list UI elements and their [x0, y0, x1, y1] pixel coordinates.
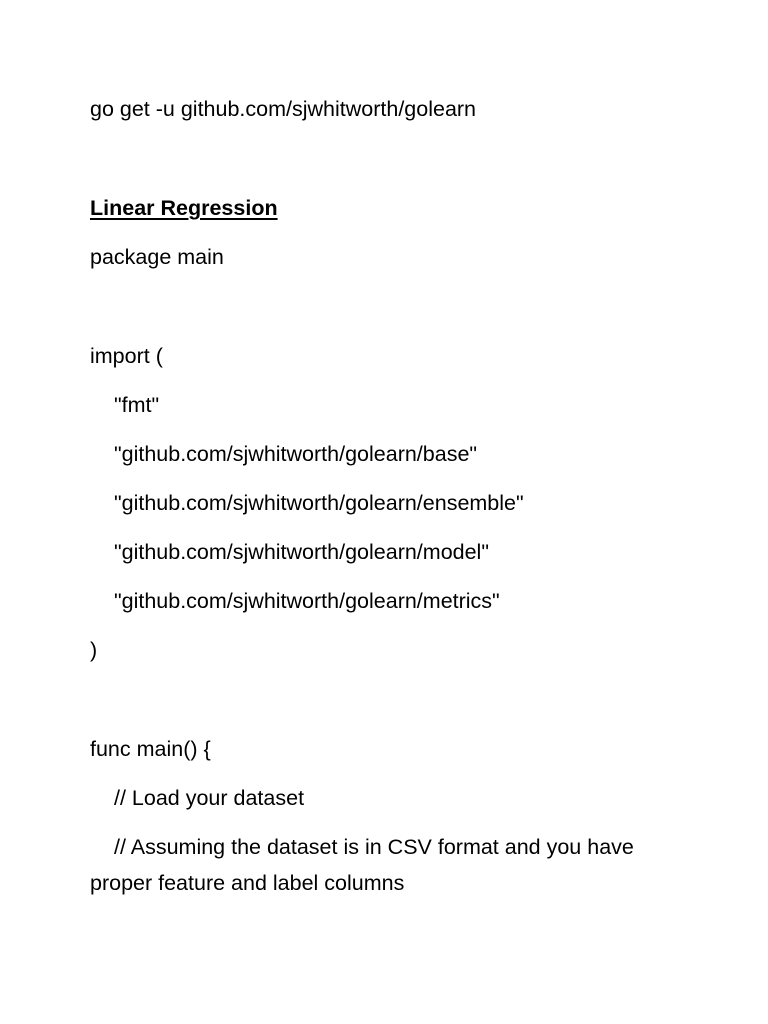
code-import-line: "github.com/sjwhitworth/golearn/base"	[114, 442, 478, 466]
code-func-open: func main() {	[90, 737, 211, 761]
code-import-open: import (	[90, 344, 163, 368]
section-heading: Linear Regression	[90, 196, 278, 220]
install-command-text: go get -u github.com/sjwhitworth/golearn	[90, 97, 477, 121]
code-comment-assume-line1: // Assuming the dataset is in CSV format and you have	[114, 835, 634, 859]
code-comment-assume-line2: proper feature and label columns	[90, 871, 405, 895]
code-import-line: "github.com/sjwhitworth/golearn/ensemble"	[114, 491, 524, 515]
code-package-line: package main	[90, 245, 224, 269]
code-import-line: "fmt"	[114, 393, 160, 417]
code-comment-load: // Load your dataset	[114, 786, 305, 810]
code-import-close: )	[90, 638, 98, 662]
code-import-line: "github.com/sjwhitworth/golearn/model"	[114, 540, 489, 564]
code-import-line: "github.com/sjwhitworth/golearn/metrics"	[114, 589, 500, 613]
